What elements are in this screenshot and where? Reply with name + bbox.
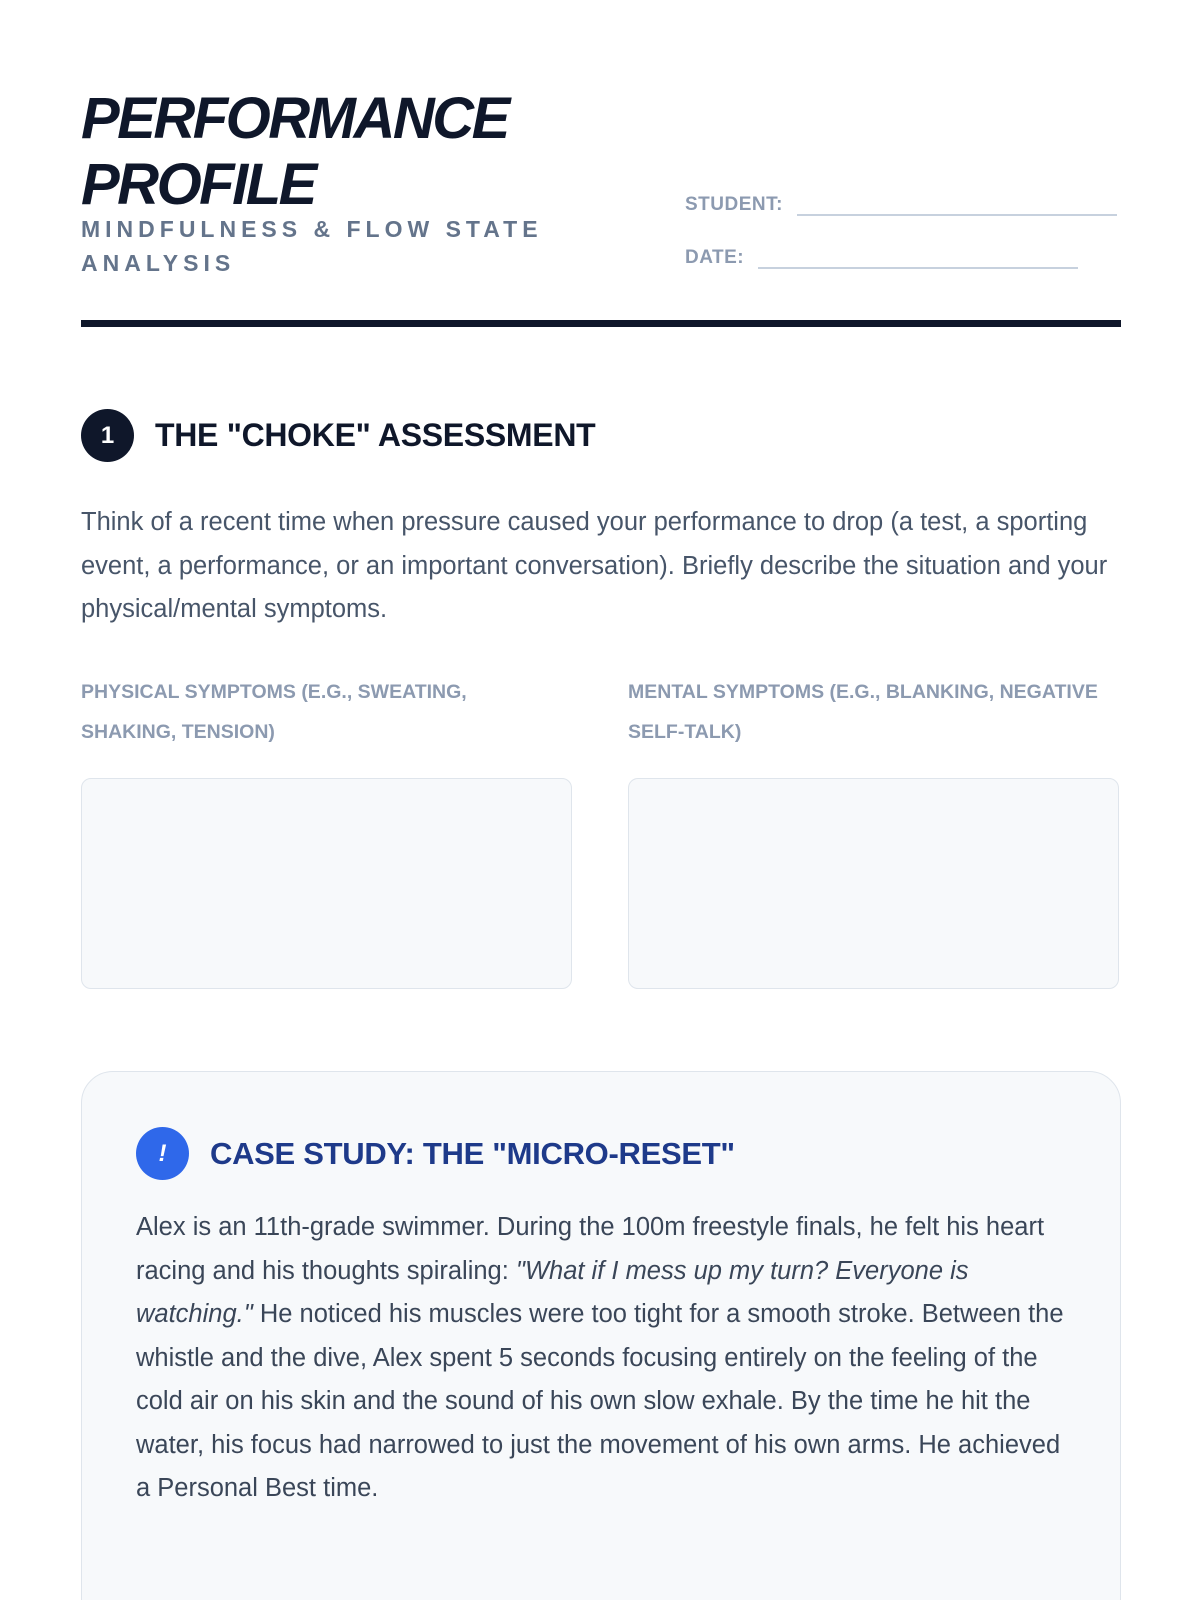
subtitle-line-1: MINDFULNESS & FLOW STATE (81, 216, 543, 242)
physical-symptoms-input[interactable] (81, 778, 572, 989)
mental-symptoms-label: MENTAL SYMPTOMS (E.G., BLANKING, NEGATIVE SELF-TALK) (628, 681, 1098, 743)
case-study-heading (136, 1127, 735, 1180)
case-study-quote: "What if I mess up my turn? Everyone is watching." (136, 1256, 969, 1328)
date-label: DATE: (685, 247, 745, 268)
date-field (685, 243, 1078, 269)
exclamation-icon: ! (136, 1127, 189, 1180)
header-divider (81, 320, 1121, 327)
title-line-2: PROFILE (81, 152, 315, 217)
case-study-title: CASE STUDY: THE "MICRO-RESET" (210, 1135, 735, 1171)
section-number-badge: 1 (81, 409, 134, 462)
page-subtitle (81, 212, 601, 280)
case-study-text-2: He noticed his muscles were too tight for a smooth stroke. Between the whistle and the dive, Alex spent 5 seconds focusing entirely on the feeling of the cold air on his skin and the sound of his own slow exhale. By the time he hit the water, his focus had narrowed to just the movement of his own arms. He achieved a Personal Best time. (136, 1300, 1064, 1502)
date-line[interactable] (758, 243, 1078, 269)
page-title (81, 86, 601, 218)
case-study-body (136, 1206, 1066, 1511)
physical-symptoms-label: PHYSICAL SYMPTOMS (E.G., SWEATING, SHAKING, TENSION) (81, 681, 467, 743)
student-label: STUDENT: (685, 194, 783, 215)
case-study-card (81, 1071, 1121, 1600)
section-1-instructions: Think of a recent time when pressure caused your performance to drop (a test, a sporting event, a performance, or an important conversation). Briefly describe the situation and your physical/mental symptoms. (81, 508, 1108, 623)
case-study-text-1: Alex is an 11th-grade swimmer. During the 100m freestyle finals, he felt his heart racing and his thoughts spiraling: (136, 1213, 1045, 1285)
title-line-1: PERFORMANCE (81, 86, 508, 151)
student-field (685, 190, 1117, 216)
student-name-line[interactable] (797, 190, 1117, 216)
subtitle-line-2: ANALYSIS (81, 250, 236, 276)
section-1-heading (81, 409, 595, 462)
page-header (81, 86, 1121, 328)
mental-symptoms-input[interactable] (628, 778, 1119, 989)
section-title: THE "CHOKE" ASSESSMENT (155, 417, 596, 453)
